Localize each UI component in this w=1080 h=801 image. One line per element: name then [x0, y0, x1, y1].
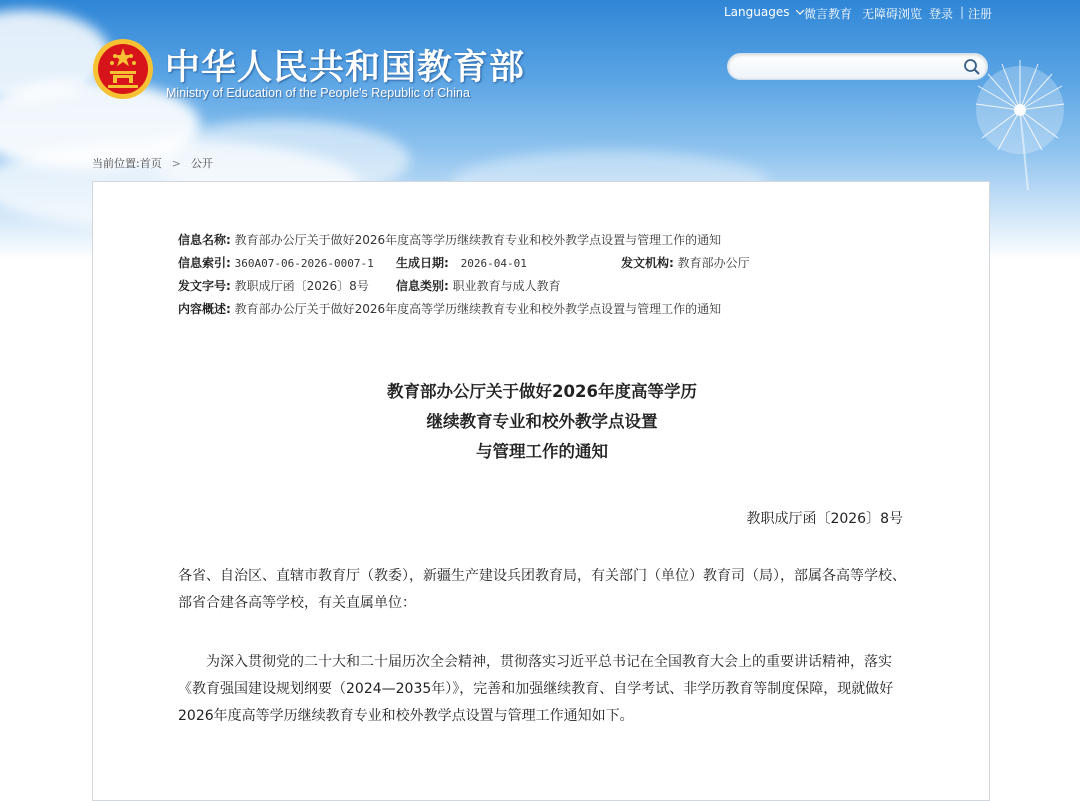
document-title-line-1: 教育部办公厅关于做好2026年度高等学历 [387, 382, 697, 401]
meta-date-value: 2026-04-01 [460, 257, 527, 270]
meta-summary-label: 内容概述: [178, 302, 231, 316]
breadcrumb [92, 155, 213, 171]
divider: | [960, 5, 965, 19]
breadcrumb-prefix: 当前位置: [92, 157, 140, 170]
document-addressee: 各省、自治区、直辖市教育厅（教委），新疆生产建设兵团教育局，有关部门（单位）教育司（局），部属各高等学校、部省合建各高等学校，有关直属单位： [178, 568, 906, 611]
meta-issuer-label: 发文机构: [621, 256, 674, 270]
meta-index-value: 360A07-06-2026-0007-1 [234, 257, 374, 270]
document-title-line-3: 与管理工作的通知 [476, 442, 608, 461]
meta-row-summary [178, 300, 721, 317]
meta-name-value: 教育部办公厅关于做好2026年度高等学历继续教育专业和校外教学点设置与管理工作的通知 [234, 233, 722, 247]
meta-row-name [178, 231, 721, 248]
meta-row-date [396, 254, 527, 271]
meta-issuer-value: 教育部办公厅 [677, 256, 750, 270]
meta-index-label: 信息索引: [178, 256, 231, 270]
national-emblem-icon[interactable] [92, 38, 154, 100]
meta-category-value: 职业教育与成人教育 [452, 279, 561, 293]
breadcrumb-home[interactable]: 首页 [139, 157, 162, 170]
languages-menu[interactable] [724, 5, 804, 19]
document-panel [92, 181, 990, 801]
meta-row-category [396, 277, 561, 294]
document-paragraph-1: 为深入贯彻党的二十大和二十届历次全会精神，贯彻落实习近平总书记在全国教育大会上的重要讲话精神，落实《教育强国建设规划纲要（2024—2035年）》，完善和加强继续教育、自学考试、非学历教育等制度保障，现就做好2026年度高等学历继续教育专业和校外教学点设置与管理工作通知如下。 [178, 654, 894, 724]
meta-row-index [178, 254, 374, 271]
document-number: 教职成厅函〔2026〕8号 [746, 511, 903, 527]
search-input[interactable] [740, 58, 959, 78]
meta-name-label: 信息名称: [178, 233, 231, 247]
meta-row-docnum [178, 277, 369, 294]
meta-date-label: 生成日期: [396, 256, 449, 270]
weibo-link[interactable]: 微言教育 [804, 7, 853, 21]
document-title-line-2: 继续教育专业和校外教学点设置 [426, 412, 658, 431]
site-subtitle-english: Ministry of Education of the People's Republic of China [166, 86, 470, 100]
accessibility-link[interactable]: 无障碍浏览 [862, 7, 923, 21]
search-box [727, 53, 988, 80]
site-title[interactable]: 中华人民共和国教育部 [165, 48, 526, 88]
search-icon[interactable] [963, 58, 981, 76]
breadcrumb-current[interactable]: 公开 [190, 157, 213, 170]
register-link[interactable]: 注册 [968, 7, 993, 21]
login-link[interactable]: 登录 [929, 7, 954, 21]
languages-label: Languages [724, 5, 790, 19]
meta-docnum-value: 教职成厅函〔2026〕8号 [234, 279, 369, 293]
meta-row-issuer [621, 254, 750, 271]
meta-summary-value: 教育部办公厅关于做好2026年度高等学历继续教育专业和校外教学点设置与管理工作的通知 [234, 302, 722, 316]
breadcrumb-separator: > [171, 157, 181, 170]
meta-docnum-label: 发文字号: [178, 279, 231, 293]
meta-category-label: 信息类别: [396, 279, 449, 293]
